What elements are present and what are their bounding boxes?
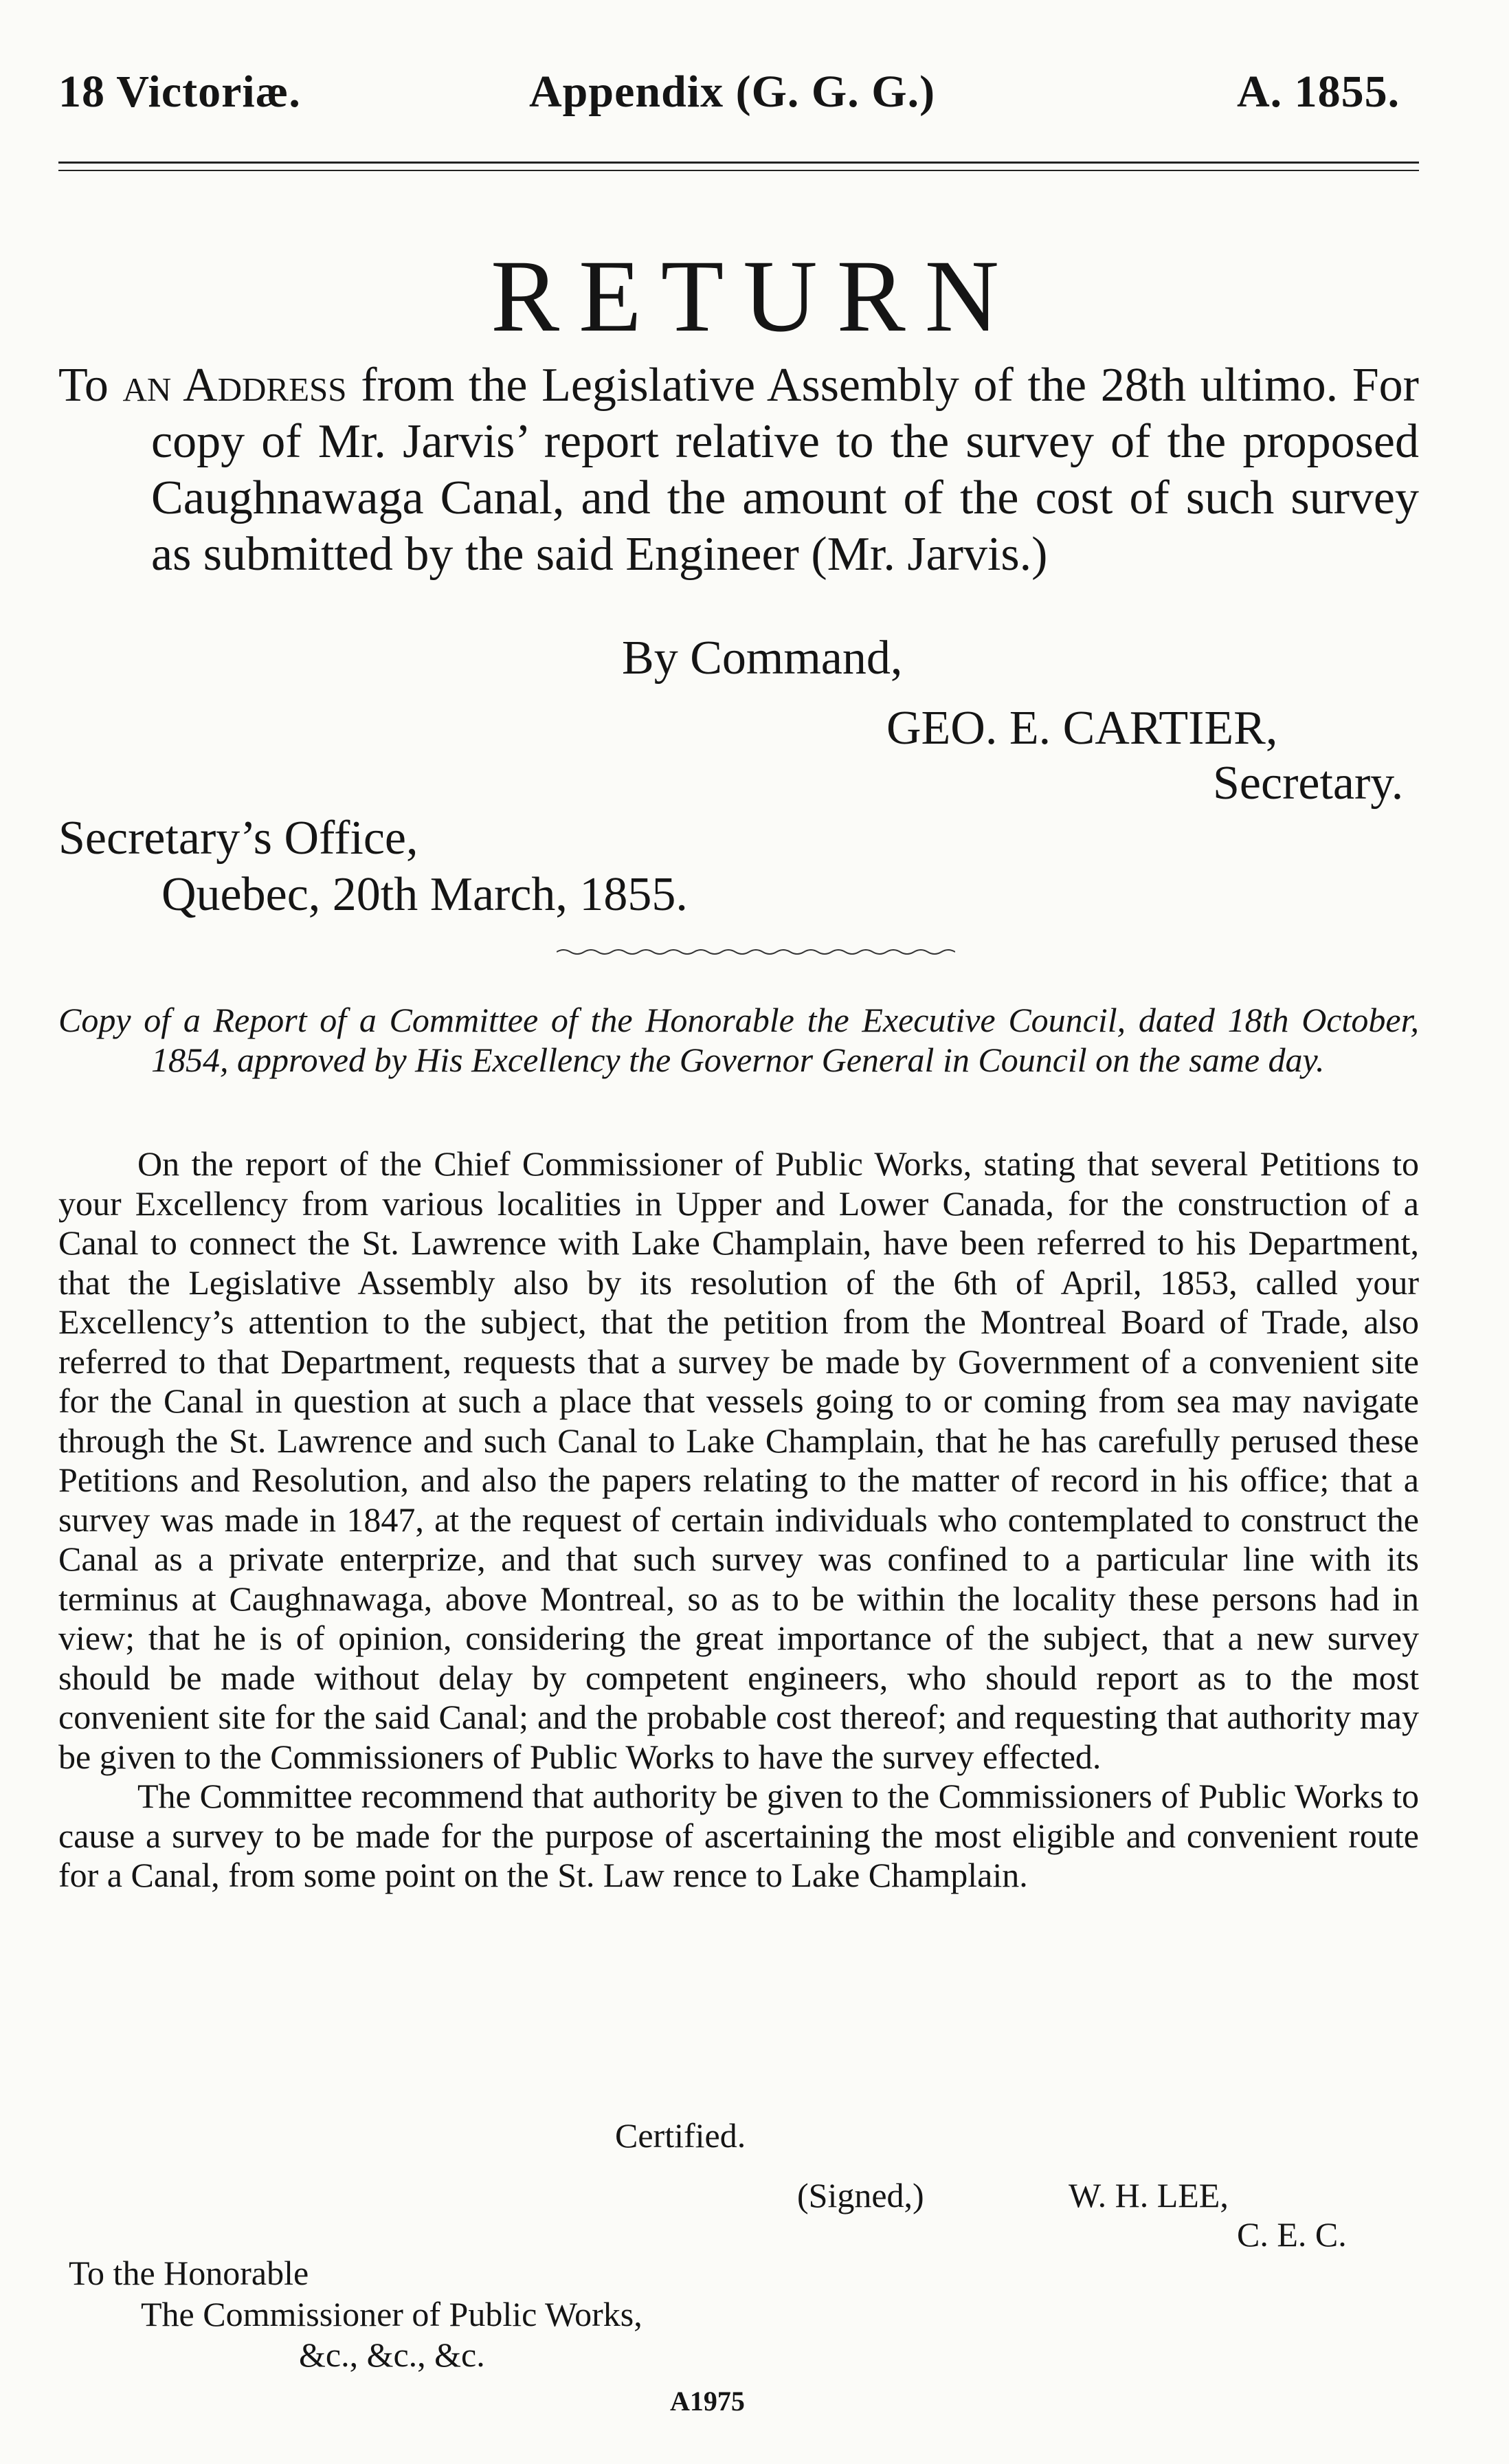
signed-name: W. H. LEE, xyxy=(1069,2176,1229,2215)
header-session: 18 Victoriæ. xyxy=(58,67,301,117)
recipient-line-1: To the Honorable xyxy=(69,2254,309,2292)
header-appendix: Appendix (G. G. G.) xyxy=(529,67,936,117)
header-rule-top xyxy=(58,162,1419,164)
by-command: By Command, xyxy=(622,632,903,685)
signatory-title: Secretary. xyxy=(1213,757,1404,810)
recipient-line-2: The Commissioner of Public Works, xyxy=(141,2295,642,2333)
report-body xyxy=(58,1144,1419,1896)
certified-label: Certified. xyxy=(615,2116,746,2155)
header-rule-bottom xyxy=(58,170,1419,171)
signatory-name: GEO. E. CARTIER, xyxy=(886,702,1278,755)
body-paragraph-1: On the report of the Chief Commissioner of Public Works, stating that several Petitions to your Excellency from various localities in Upper and Lower Canada, for the construction of a Canal to connect the St. Lawrence with Lake Champlain, have been referred to his Department, that the Legislative Assembly also by its resolution of the 6th of April, 1853, called your Excellency’s attention to the subject, that the petition from the Montreal Board of Trade, also referred to that Department, requests that a survey be made by Government of a convenient site for the Canal in question at such a place that vessels going to or coming from sea may navigate through the St. Lawrence and such Canal to Lake Champlain, that he has carefully perused these Petitions and Resolution, and also the papers relating to the matter of record in his office; that a survey was made in 1847, at the request of certain individuals who contemplated to construct the Canal as a private enterprize, and that such survey was confined to a particular line with its terminus at Caughnawaga, above Montreal, so as to be within the locality these persons had in view; that he is of opinion, considering the great importance of the subject, that a new survey should be made without delay by competent engineers, who should report as to the most convenient site for the said Canal; and the probable cost thereof; and requesting that authority may be given to the Commissioners of Public Works to have the survey effected. xyxy=(58,1144,1419,1776)
header-year: A. 1855. xyxy=(1237,67,1400,117)
address-an-address: an Address xyxy=(122,359,347,412)
signed-label: (Signed,) xyxy=(797,2176,924,2215)
office-line-2: Quebec, 20th March, 1855. xyxy=(161,868,688,921)
body-paragraph-2: The Committee recommend that authority be given to the Commissioners of Public Works to cause a survey to be made for the purpose of ascertaining the most eligible and convenient route for a Canal, from some point on the St. Law rence to Lake Champlain. xyxy=(58,1777,1419,1894)
address-paragraph xyxy=(58,357,1419,583)
address-to: To xyxy=(58,359,109,412)
recipient-line-3: &c., &c., &c. xyxy=(299,2335,485,2374)
ornamental-divider xyxy=(557,947,955,957)
signed-title: C. E. C. xyxy=(1237,2215,1347,2254)
document-title: RETURN xyxy=(491,239,1018,353)
office-line-1: Secretary’s Office, xyxy=(58,812,418,865)
report-caption: Copy of a Report of a Committee of the Honorable the Executive Council, dated 18th October, 1854, approved by His Excellency the Governor General in Council on the same day. xyxy=(58,1001,1419,1079)
page-number: A1975 xyxy=(670,2386,745,2417)
address-text: from the Legislative Assembly of the 28th ultimo. For copy of Mr. Jarvis’ report relative to the survey of the proposed Caughnawaga Canal, and the amount of the cost of such survey as submitted by the said Engineer (Mr. Jarvis.) xyxy=(151,359,1419,581)
